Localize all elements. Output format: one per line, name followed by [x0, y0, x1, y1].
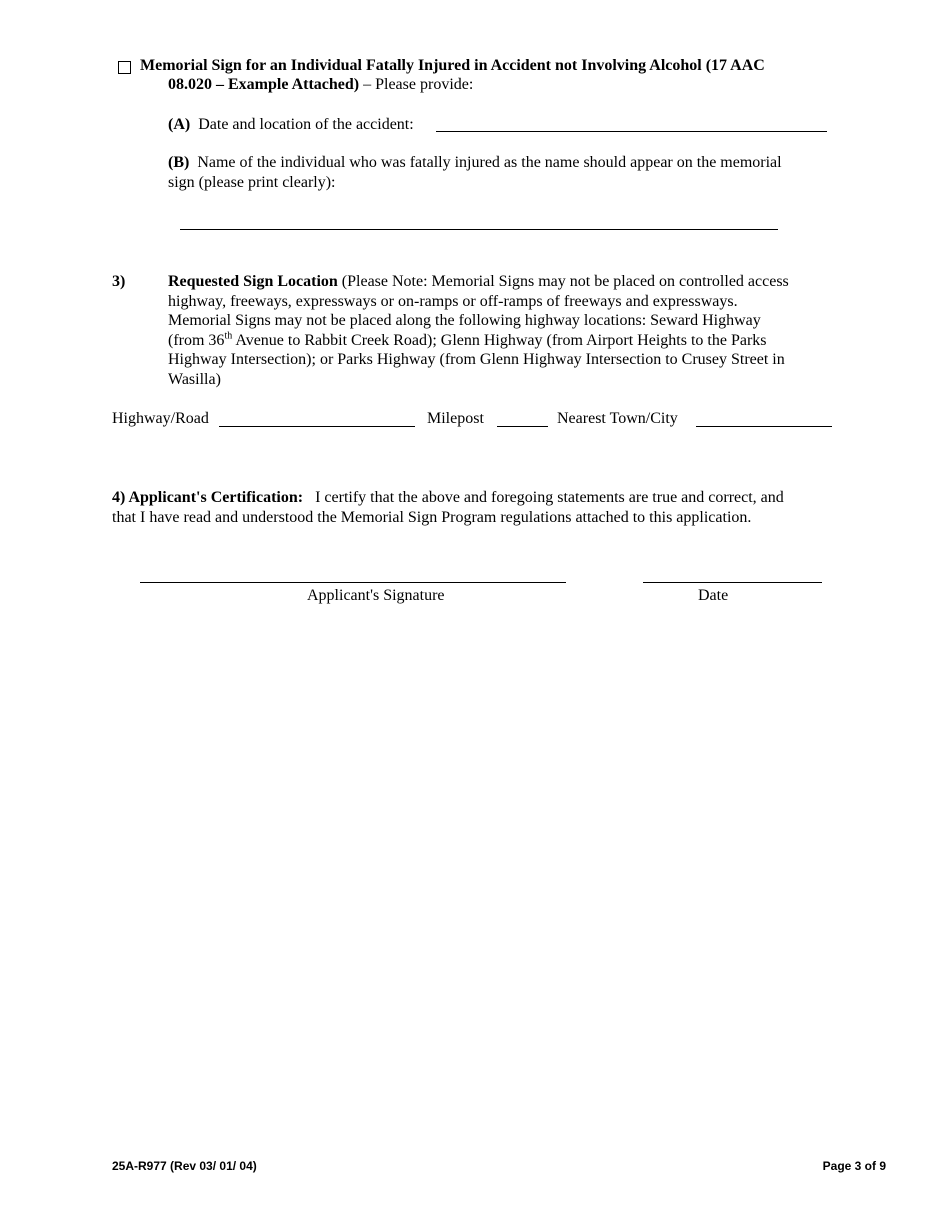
memorial-option-title-line1: Memorial Sign for an Individual Fatally Injured in Accident not Involving Alcohol (17 AAC: [140, 57, 765, 74]
section3-line4: [168, 331, 767, 351]
item-a-row: [168, 116, 414, 134]
memorial-sign-checkbox[interactable]: [118, 61, 131, 74]
memorial-option-reg-ref: 08.020 – Example Attached): [168, 76, 360, 93]
section3-line5: Highway Intersection); or Parks Highway (from Glenn Highway Intersection to Crusey Street in: [168, 351, 785, 368]
section3-line2: highway, freeways, expressways or on-ramps or off-ramps of freeways and expressways.: [168, 292, 738, 310]
section3-line1: [168, 272, 789, 292]
section4-line1: [112, 488, 784, 508]
item-a-label: (A): [168, 116, 191, 133]
section3-line3: Memorial Signs may not be placed along the following highway locations: Seward Highway: [168, 312, 761, 329]
nearest-town-label: Nearest Town/City: [557, 410, 678, 427]
highway-road-field[interactable]: [219, 426, 415, 427]
section3-number: 3): [112, 273, 126, 290]
item-b-text-line1: Name of the individual who was fatally injured as the name should appear on the memorial: [197, 154, 782, 171]
milepost-label: Milepost: [427, 410, 484, 427]
date-label: Date: [698, 587, 729, 604]
item-b-text-line2: sign (please print clearly):: [168, 174, 336, 191]
section3-heading: Requested Sign Location: [168, 273, 338, 290]
memorial-option-title-line2: [168, 76, 473, 94]
highway-road-label: Highway/Road: [112, 410, 209, 427]
item-b-line1: [168, 154, 782, 172]
memorial-option-instruction: – Please provide:: [359, 76, 474, 93]
milepost-field[interactable]: [497, 426, 548, 427]
item-a-text: Date and location of the accident:: [198, 116, 414, 133]
section4-heading: 4) Applicant's Certification:: [112, 489, 304, 506]
section3-line4-a: (from 36: [168, 331, 225, 349]
section4-statement: I certify that the above and foregoing statements are true and correct, and: [315, 489, 784, 506]
nearest-town-field[interactable]: [696, 426, 832, 427]
signature-date-field[interactable]: [643, 582, 822, 583]
page-number: Page 3 of 9: [822, 1159, 886, 1173]
item-b-label: (B): [168, 154, 190, 171]
section3-line6: Wasilla): [168, 370, 221, 388]
applicant-signature-field[interactable]: [140, 582, 566, 583]
applicant-signature-label: Applicant's Signature: [307, 587, 445, 604]
section3-line4-sup: th: [224, 330, 233, 342]
section3-note: (Please Note: Memorial Signs may not be placed on controlled access: [337, 273, 789, 290]
accident-date-location-field[interactable]: [436, 131, 827, 132]
form-id: 25A-R977 (Rev 03/ 01/ 04): [112, 1159, 257, 1173]
section4-line2: that I have read and understood the Memorial Sign Program regulations attached to this application.: [112, 509, 752, 526]
section3-line4-b: Avenue to Rabbit Creek Road); Glenn Highway (from Airport Heights to the Parks: [232, 331, 767, 349]
individual-name-field[interactable]: [180, 229, 778, 230]
